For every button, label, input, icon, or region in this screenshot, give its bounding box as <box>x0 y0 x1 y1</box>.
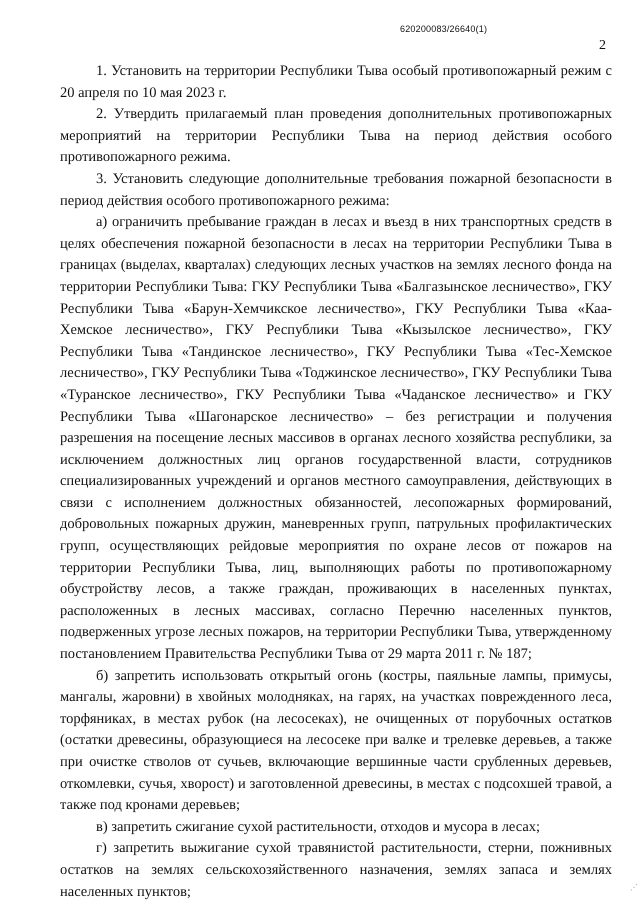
page-number: 2 <box>599 38 606 53</box>
document-id: 620200083/26640(1) <box>400 24 488 34</box>
paragraph-3: 3. Установить следующие дополнительные требования пожарной безопасности в период действия особого противопожарного режима: <box>60 170 612 209</box>
paragraph-3b: б) запретить использовать открытый огонь (костры, паяльные лампы, примусы, мангалы, жаровни) в хвойных молодняках, на гарях, на участках поврежденного леса, торфяниках, в местах рубок (на лесосеках), не очищенных от порубочных остатков (остатки древесины, образующиеся на лесосеке при валке и трелевке деревьев, а также при очистке стволов от сучьев, включающие вершинные части срубленных деревьев, откомлевки, сучья, хворост) и заготовленной древесины, в местах с подсохшей травой, а также под кронами деревьев; <box>60 667 612 814</box>
document-body <box>60 61 612 903</box>
paragraph-3g: г) запретить выжигание сухой травянистой растительности, стерни, пожнивных остатков на землях сельскохозяйственного назначения, землях запаса и землях населенных пунктов; <box>60 840 612 900</box>
paragraph-3v: в) запретить сжигание сухой растительности, отходов и мусора в лесах; <box>96 818 541 835</box>
paragraph-3a: а) ограничить пребывание граждан в лесах и въезд в них транспортных средств в целях обеспечения пожарной безопасности в лесах на территории Республики Тыва в границах (выделах, кварталах) следующих лесных участков на землях лесного фонда на территории Республики Тыва: ГКУ Республики Тыва «Балгазынское лесничество», ГКУ Республики Тыва «Барун-Хемчикское лесничество», ГКУ Республики Тыва «Каа-Хемское лесничество», ГКУ Республики Тыва «Кызылское лесничество», ГКУ Республики Тыва «Тандинское лесничество», ГКУ Республики Тыва «Тес-Хемское лесничество», ГКУ Республики Тыва «Тоджинское лесничество», ГКУ Республики Тыва «Туранское лесничество», ГКУ Республики Тыва «Чаданское лесничество» и ГКУ Республики Тыва «Шагонарское лесничество» – без регистрации и получения разрешения на посещение лесных массивов в органах лесного хозяйства республики, за исключением должностных лиц органов государственной власти, сотрудников специализированных учреждений и органов местного самоуправления, действующих в связи с исполнением должностных обязанностей, лесопожарных формирований, добровольных пожарных дружин, маневренных групп, патрульных профилактических групп, осуществляющих рейдовые мероприятия по охране лесов от пожаров на территории Республики Тыва, лиц, выполняющих работы по противопожарному обустройству лесов, а также граждан, проживающих в населенных пунктах, расположенных в лесных массивах, согласно Перечню населенных пунктов, подверженных угрозе лесных пожаров, на территории Республики Тыва, утвержденному постановлением Правительства Республики Тыва от 29 марта 2011 г. № 187; <box>60 214 612 663</box>
scan-edge-mark: ⋰ <box>630 883 638 892</box>
paragraph-1: 1. Установить на территории Республики Тыва особый противопожарный режим с 20 апреля по 10 мая 2023 г. <box>60 63 612 101</box>
paragraph-2: 2. Утвердить прилагаемый план проведения дополнительных противопожарных мероприятий на территории Республики Тыва на период действия особого противопожарного режима. <box>60 106 612 166</box>
